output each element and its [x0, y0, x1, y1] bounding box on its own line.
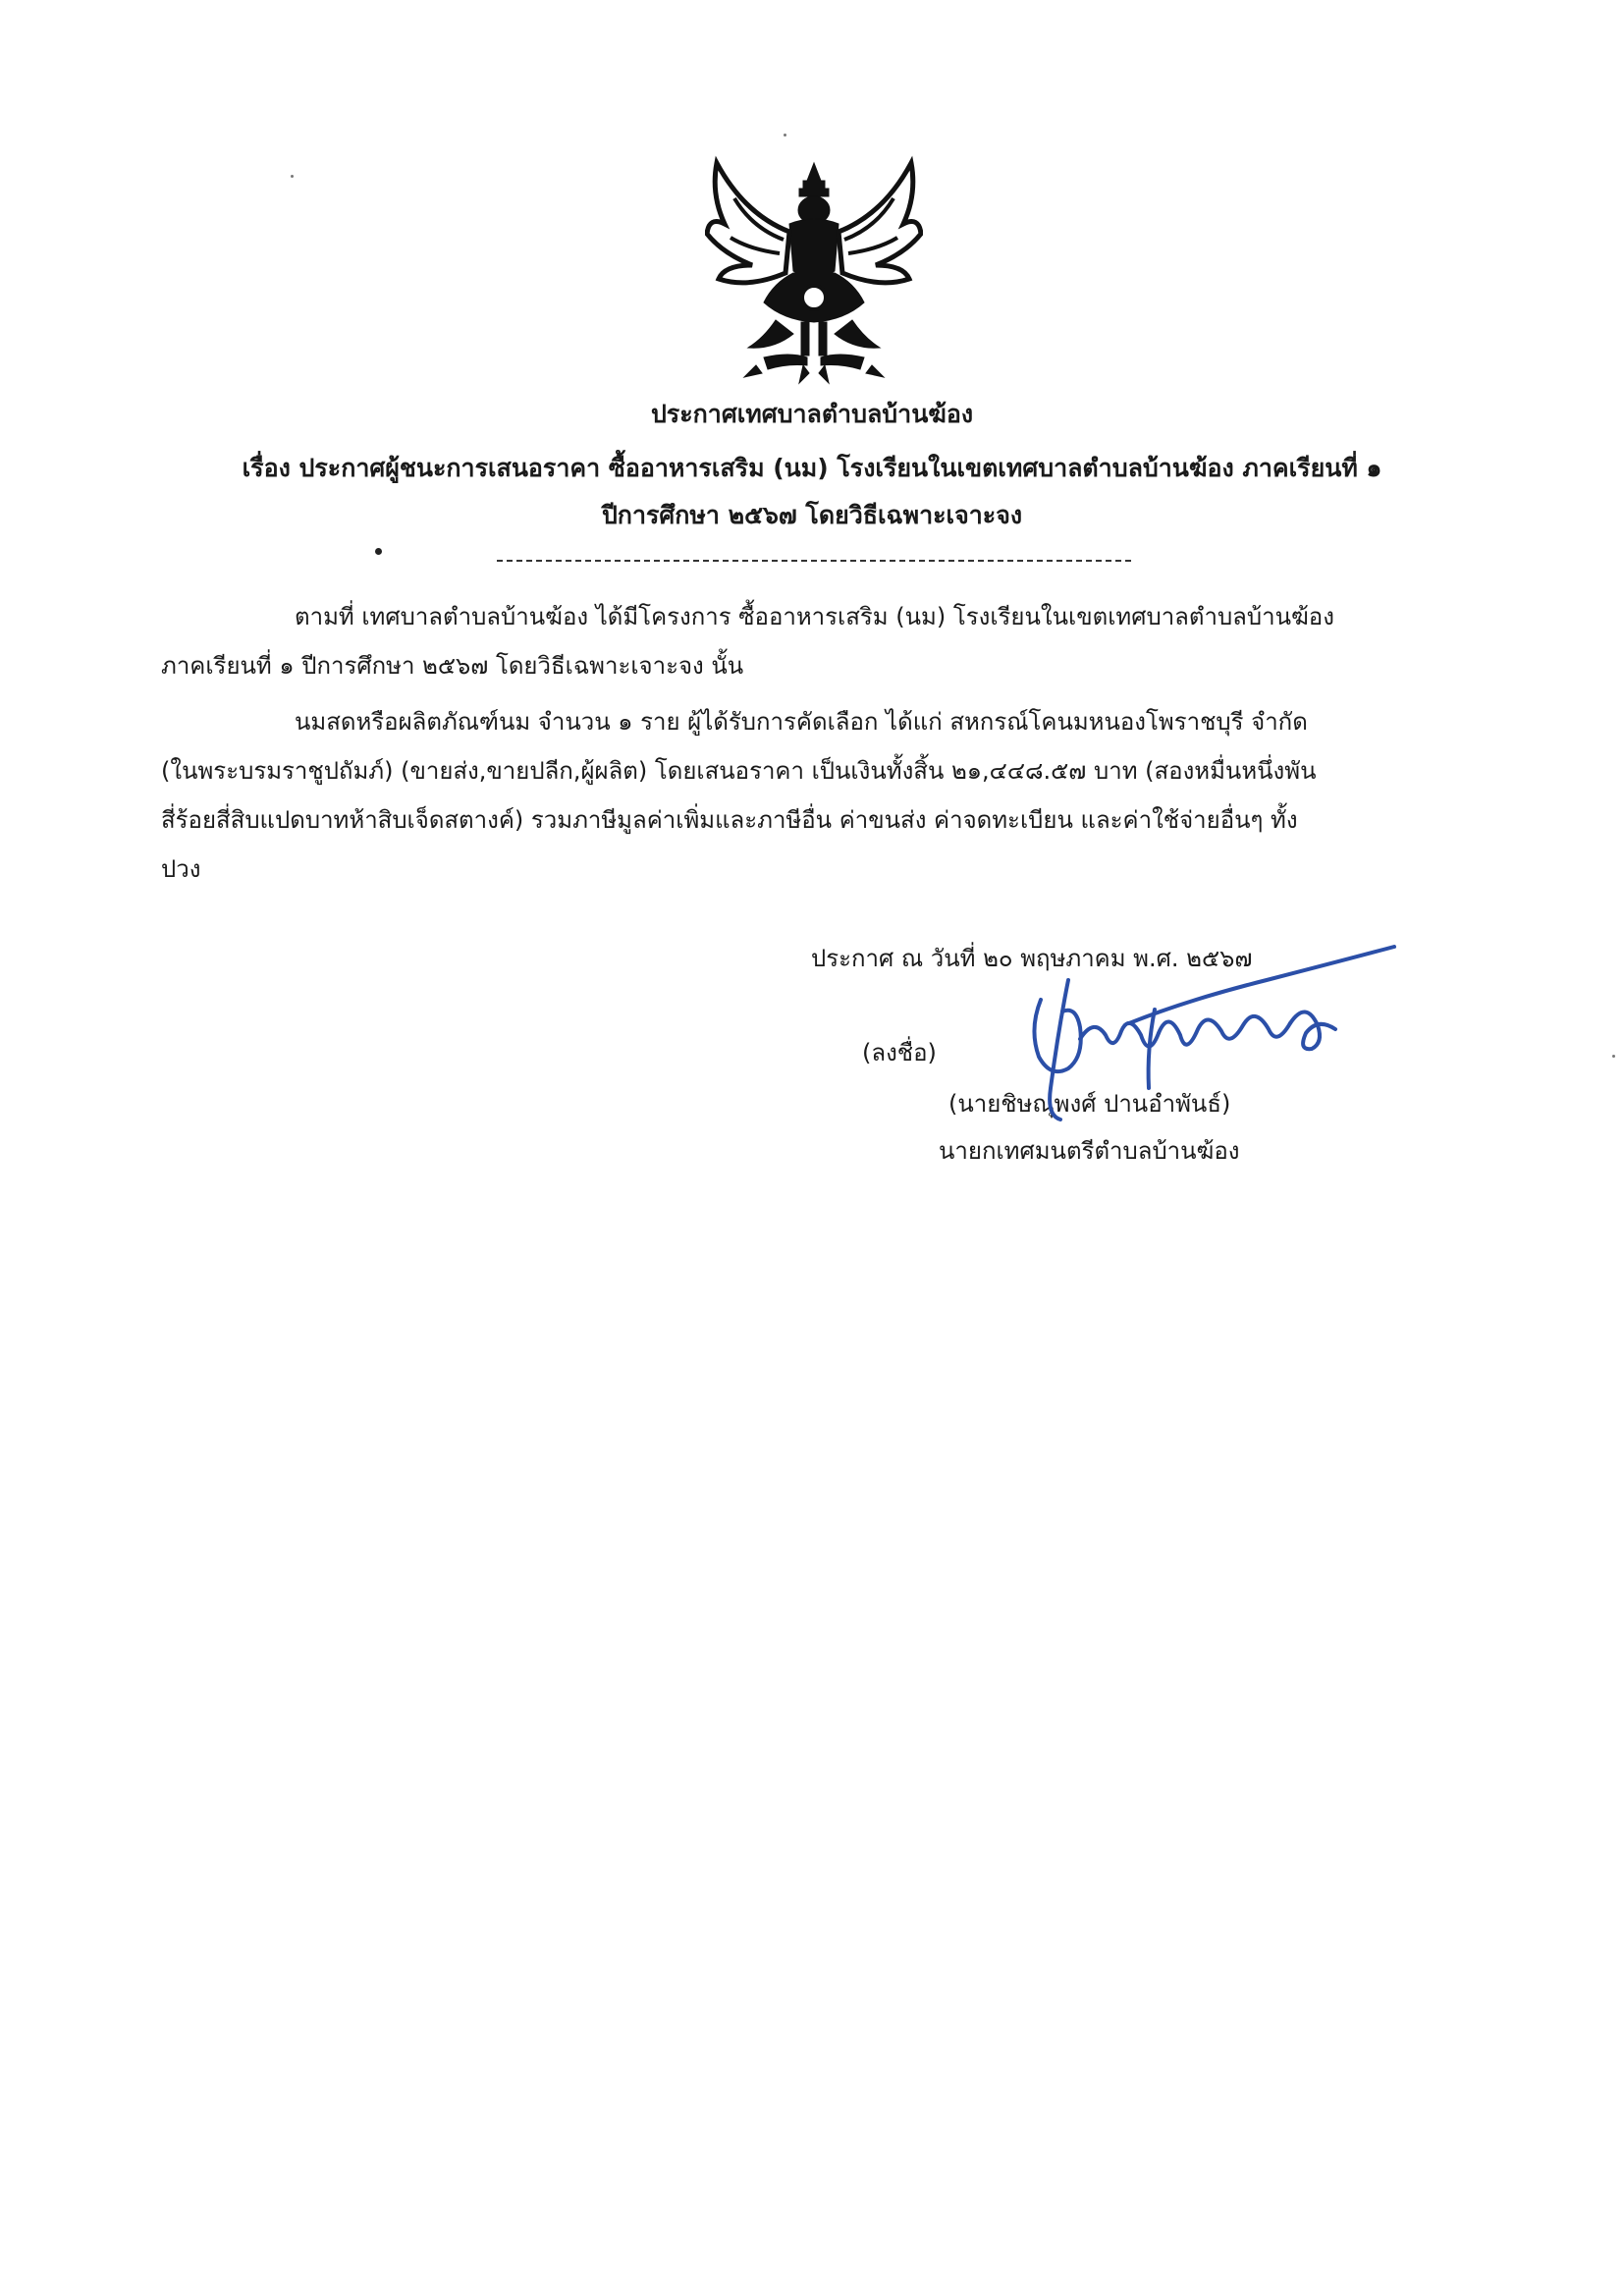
paragraph-line: ภาคเรียนที่ ๑ ปีการศึกษา ๒๕๖๗ โดยวิธีเฉพาะเจาะจง นั้น: [161, 652, 744, 680]
paragraph-line: ปวง: [161, 855, 201, 883]
ink-dot: [375, 548, 382, 555]
announce-date: ประกาศ ณ วันที่ ๒๐ พฤษภาคม พ.ศ. ๒๕๖๗: [811, 945, 1253, 972]
scan-speck: [784, 134, 786, 137]
signer-position: นายกเทศมนตรีตำบลบ้านฆ้อง: [939, 1137, 1240, 1165]
handwritten-signature: [1011, 941, 1424, 1147]
divider-line: [497, 560, 1131, 562]
paragraph-line: นมสดหรือผลิตภัณฑ์นม จำนวน ๑ ราย ผู้ได้รับการคัดเลือก ได้แก่ สหกรณ์โคนมหนองโพราชบุรี จำกัด: [295, 708, 1308, 736]
paragraph-2: [161, 697, 1457, 894]
paragraph-line: ตามที่ เทศบาลตำบลบ้านฆ้อง ได้มีโครงการ ซื้ออาหารเสริม (นม) โรงเรียนในเขตเทศบาลตำบลบ้านฆ้อง: [295, 603, 1334, 630]
sign-label: (ลงชื่อ): [862, 1039, 937, 1066]
announcement-subject: เรื่อง ประกาศผู้ชนะการเสนอราคา ซื้ออาหารเสริม (นม) โรงเรียนในเขตเทศบาลตำบลบ้านฆ้อง ภาคเรียนที่ ๑: [242, 454, 1382, 482]
scan-speck: [291, 175, 294, 178]
signer-name: (นายชิษณุพงศ์ ปานอำพันธ์): [948, 1090, 1231, 1118]
paragraph-1: [161, 592, 1457, 690]
paragraph-line: สี่ร้อยสี่สิบแปดบาทห้าสิบเจ็ดสตางค์) รวมภาษีมูลค่าเพิ่มและภาษีอื่น ค่าขนส่ง ค่าจดทะเบียน และค่าใช้จ่ายอื่นๆ ทั้ง: [161, 806, 1298, 834]
garuda-emblem-icon: [705, 155, 923, 387]
announcement-subject-cont: ปีการศึกษา ๒๕๖๗ โดยวิธีเฉพาะเจาะจง: [601, 501, 1023, 529]
announcement-title: ประกาศเทศบาลตำบลบ้านฆ้อง: [650, 400, 974, 428]
scan-speck: [1612, 1055, 1615, 1058]
paragraph-line: (ในพระบรมราชูปถัมภ์) (ขายส่ง,ขายปลีก,ผู้ผลิต) โดยเสนอราคา เป็นเงินทั้งสิ้น ๒๑,๔๔๘.๕๗ บาท (สองหมื่นหนึ่งพัน: [161, 757, 1317, 785]
